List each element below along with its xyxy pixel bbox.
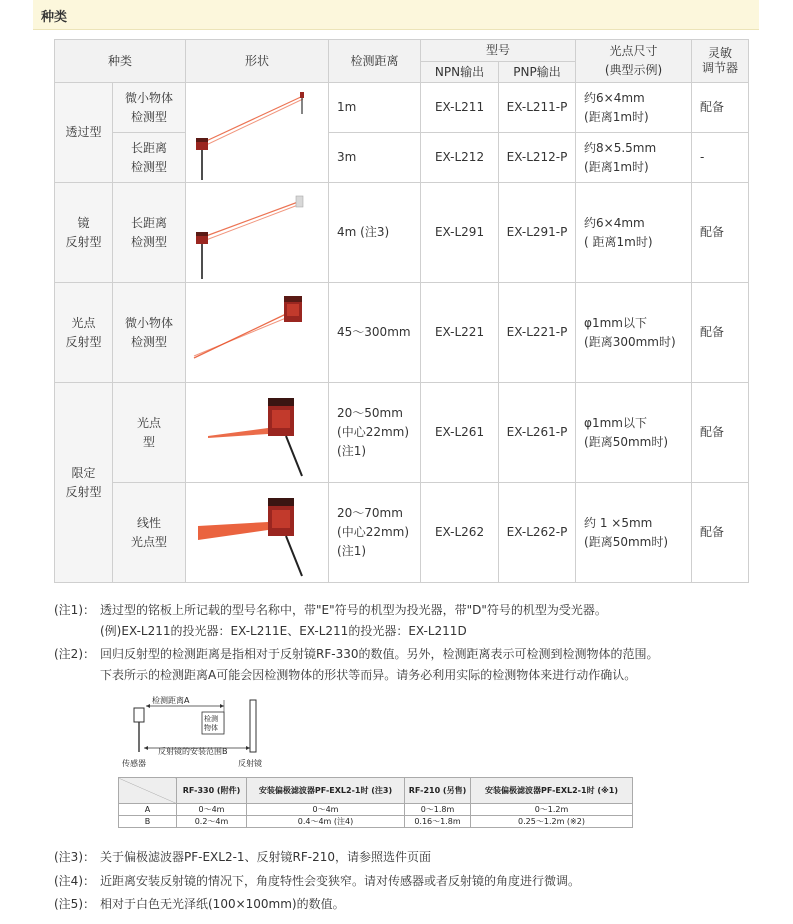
distance-value: 20～50mm (中心22mm) (注1) [329,383,421,483]
cell: 0.16～1.8m [405,816,471,828]
distance-value: 1m [329,83,421,133]
cell: 0～1.2m [471,804,633,816]
spot-size: φ1mm以下 (距离50mm时) [576,383,692,483]
sensor-label: 传感器 [122,759,146,768]
table-row [55,133,749,183]
sensitivity-value: 配备 [692,383,749,483]
table-row [119,804,633,816]
note-label: (注5)： [54,897,95,911]
corner-cell [119,778,177,804]
note-label: (注2)： [54,647,95,661]
pnp-model: EX-L261-P [499,383,576,483]
distance-value: 3m [329,133,421,183]
cell: 0.2～4m [177,816,247,828]
section-header [33,0,759,30]
product-image [186,83,329,183]
npn-model: EX-L212 [421,133,499,183]
note-1 [54,601,754,641]
pnp-model: EX-L211-P [499,83,576,133]
pnp-model: EX-L221-P [499,283,576,383]
object-label-1: 检测 [204,715,218,723]
header-rf210-pf: 安装偏极滤波器PF-EXL2-1时 (※1) [471,778,633,804]
note-text: 关于偏极滤波器PF-EXL2-1、反射镜RF-210，请参照选件页面 [100,850,432,864]
header-spot-size: 光点尺寸 (典型示例) [576,40,692,83]
table-row [119,816,633,828]
row-key: B [119,816,177,828]
spot-size: 约8×5.5mm (距离1m时) [576,133,692,183]
distance-value: 20～70mm (中心22mm) (注1) [329,483,421,583]
header-rf330-pf: 安装偏极滤波器PF-EXL2-1时 (注3) [247,778,405,804]
note-2 [54,645,754,685]
spot-size: φ1mm以下 (距离300mm时) [576,283,692,383]
spot-size: 约6×4mm (距离1m时) [576,83,692,133]
table-row [55,383,749,483]
note-label: (注1)： [54,603,95,617]
section-title: 种类 [41,10,68,25]
cell: 0～4m [247,804,405,816]
header-npn: NPN输出 [421,62,499,83]
sub-type: 长距离 检测型 [113,183,186,283]
table-row [55,483,749,583]
object-label-2: 物体 [204,724,218,732]
product-type-table [54,39,749,583]
table-row [55,83,749,133]
sub-type: 光点 型 [113,383,186,483]
distance-value: 4m (注3) [329,183,421,283]
sensitivity-value: 配备 [692,183,749,283]
pnp-model: EX-L262-P [499,483,576,583]
table-row [55,283,749,383]
thru-beam-sensor-image [186,84,328,182]
npn-model: EX-L211 [421,83,499,133]
header-distance: 检测距离 [329,40,421,83]
header-shape: 形状 [186,40,329,83]
note-label: (注3)： [54,850,95,864]
product-image [186,483,329,583]
mirror-label: 反射镜 [238,759,262,768]
header-rf210: RF-210 (另售) [405,778,471,804]
sensitivity-value: 配备 [692,483,749,583]
group-label: 限定 反射型 [55,383,113,583]
cell: 0.25～1.2m (※2) [471,816,633,828]
retro-reflective-sensor-image [186,184,328,282]
header-model: 型号 [421,40,576,62]
header-sensitivity: 灵敏 调节器 [692,40,749,83]
npn-model: EX-L261 [421,383,499,483]
header-rf330: RF-330 (附件) [177,778,247,804]
product-image [186,283,329,383]
pnp-model: EX-L212-P [499,133,576,183]
sub-type: 长距离 检测型 [113,133,186,183]
note-label: (注4)： [54,874,95,888]
cell: 0.4～4m (注4) [247,816,405,828]
distance-value: 45～300mm [329,283,421,383]
dist-b-label: 反射镜的安装范围B [158,747,228,756]
note-5 [54,895,754,915]
product-image [186,183,329,283]
group-label: 镜 反射型 [55,183,113,283]
header-type: 种类 [55,40,186,83]
mounting-diagram [118,692,632,776]
sensitivity-value: - [692,133,749,183]
note-text: 回归反射型的检测距离是指相对于反射镜RF-330的数值。另外，检测距离表示可检测到检测物体的范围。 [100,647,659,661]
product-image [186,383,329,483]
row-key: A [119,804,177,816]
dist-a-label: 检测距离A [152,696,190,705]
spot-size: 约 1 ×5mm (距离50mm时) [576,483,692,583]
header-pnp: PNP输出 [499,62,576,83]
note-3 [54,848,754,868]
sensitivity-value: 配备 [692,283,749,383]
convergent-spot-sensor-image [186,384,328,482]
sub-type: 微小物体 检测型 [113,283,186,383]
detection-distance-table [118,777,633,828]
note-text: 相对于白色无光泽纸(100×100mm)的数值。 [100,897,345,911]
line-spot-sensor-image [186,484,328,582]
sub-type: 线性 光点型 [113,483,186,583]
note-text: 近距离安装反射镜的情况下，角度特性会变狭窄。请对传感器或者反射镜的角度进行微调。 [100,874,581,888]
pnp-model: EX-L291-P [499,183,576,283]
npn-model: EX-L291 [421,183,499,283]
group-label: 透过型 [55,83,113,183]
note-4 [54,872,754,892]
group-label: 光点 反射型 [55,283,113,383]
sub-type: 微小物体 检测型 [113,83,186,133]
npn-model: EX-L262 [421,483,499,583]
note-text: (例)EX-L211的投光器：EX-L211E、EX-L211的投光器：EX-L211D [100,624,467,638]
note-text: 透过型的铭板上所记载的型号名称中，带"E"符号的机型为投光器，带"D"符号的机型为受光器。 [100,603,607,617]
sensitivity-value: 配备 [692,83,749,133]
spot-size: 约6×4mm ( 距离1m时) [576,183,692,283]
cell: 0～1.8m [405,804,471,816]
spot-reflective-sensor-image [186,284,328,382]
npn-model: EX-L221 [421,283,499,383]
table-row [55,183,749,283]
cell: 0～4m [177,804,247,816]
note-text: 下表所示的检测距离A可能会因检测物体的形状等而异。请务必利用实际的检测物体来进行动作确认。 [100,668,637,682]
